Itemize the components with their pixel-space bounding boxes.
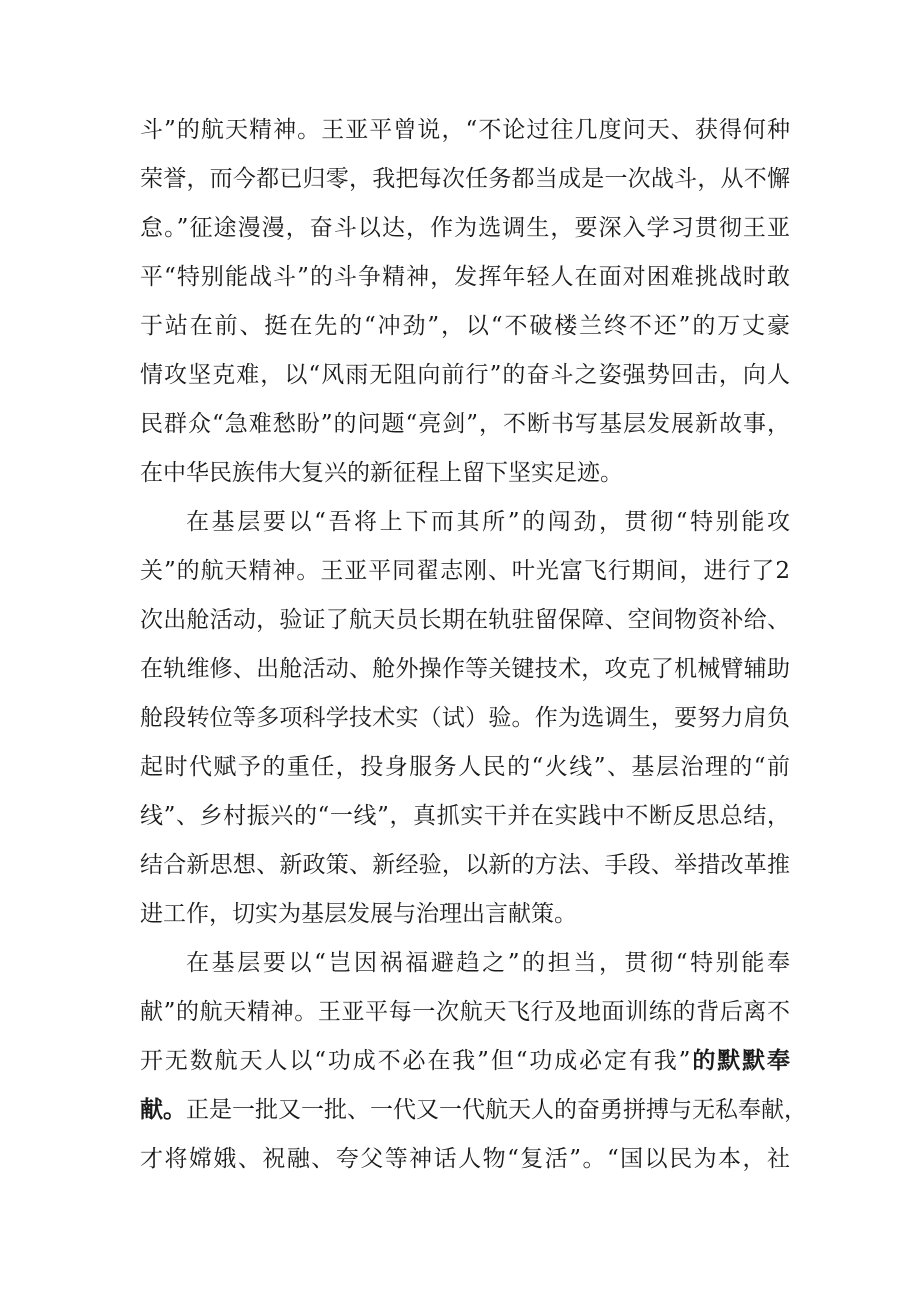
paragraph-1-line-6: 情攻坚克难，以“风雨无阻向前行”的奋斗之姿强势回击，向人 (140, 362, 790, 388)
paragraph-2-line-3: 次出舱活动，验证了航天员长期在轨驻留保障、空间物资补给、 (140, 607, 790, 633)
paragraph-2 (140, 498, 790, 939)
paragraph-3-line-3-bold: 的默默奉 (690, 1048, 791, 1074)
paragraph-2-line-6: 起时代赋予的重任，投身服务人民的“火线”、基层治理的“前 (140, 754, 790, 780)
paragraph-2-line-9: 进工作，切实为基层发展与治理出言献策。 (140, 901, 577, 927)
paragraph-2-line-7: 线”、乡村振兴的“一线”，真抓实干并在实践中不断反思总结， (140, 803, 790, 829)
paragraph-1 (140, 106, 790, 498)
paragraph-1-line-3: 怠。”征途漫漫，奋斗以达，作为选调生，要深入学习贯彻王亚 (140, 215, 790, 241)
paragraph-3-line-1: 在基层要以“岂因祸福避趋之”的担当，贯彻“特别能奉 (186, 950, 790, 976)
paragraph-2-line-1: 在基层要以“吾将上下而其所”的闯劲，贯彻“特别能攻 (186, 509, 790, 535)
paragraph-1-line-8: 在中华民族伟大复兴的新征程上留下坚实足迹。 (140, 460, 623, 486)
paragraph-3-line-4-bold: 献。 (140, 1097, 186, 1123)
paragraph-2-line-5: 舱段转位等多项科学技术实（试）验。作为选调生，要努力肩负 (140, 705, 790, 731)
paragraph-2-line-8: 结合新思想、新政策、新经验，以新的方法、手段、举措改革推 (140, 852, 790, 878)
paragraph-1-line-1: 斗”的航天精神。王亚平曾说，“不论过往几度问天、获得何种 (140, 117, 790, 143)
paragraph-3-line-3 (140, 1037, 790, 1086)
paragraph-3-line-4 (140, 1086, 807, 1135)
paragraph-3 (140, 939, 807, 1184)
paragraph-3-line-5: 才将嫦娥、祝融、夸父等神话人物“复活”。“国以民为本，社 (140, 1146, 790, 1172)
paragraph-2-line-2: 关”的航天精神。王亚平同翟志刚、叶光富飞行期间，进行了2 (140, 558, 790, 584)
paragraph-1-line-7: 民群众“急难愁盼”的问题“亮剑”，不断书写基层发展新故事， (140, 411, 790, 437)
paragraph-3-line-4-text: 正是一批又一批、一代又一代航天人的奋勇拼搏与无私奉献， (186, 1097, 807, 1123)
paragraph-1-line-5: 于站在前、挺在先的“冲劲”，以“不破楼兰终不还”的万丈豪 (140, 313, 790, 339)
paragraph-1-line-2: 荣誉，而今都已归零，我把每次任务都当成是一次战斗，从不懈 (140, 166, 790, 192)
paragraph-3-line-3-text: 开无数航天人以“功成不必在我”但“功成必定有我” (140, 1048, 691, 1074)
paragraph-1-line-4: 平“特别能战斗”的斗争精神，发挥年轻人在面对困难挑战时敢 (140, 264, 790, 290)
paragraph-3-line-2: 献”的航天精神。王亚平每一次航天飞行及地面训练的背后离不 (140, 999, 790, 1025)
paragraph-2-line-4: 在轨维修、出舱活动、舱外操作等关键技术，攻克了机械臂辅助 (140, 656, 790, 682)
